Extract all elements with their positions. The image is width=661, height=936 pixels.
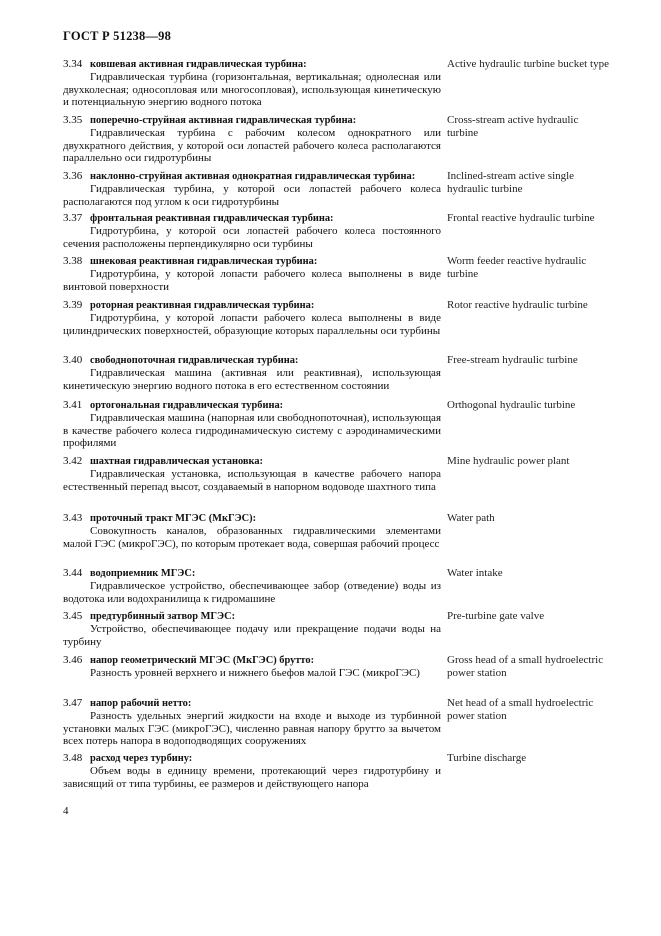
term-english-equivalent: Water intake: [447, 567, 503, 579]
term-number: 3.41: [63, 399, 83, 411]
term-heading: [63, 170, 441, 183]
term-definition: Гидравлическая установка, использующая в качестве рабочего напора естественный перепад высот, создаваемый в напорном водоводе шахтного типа: [63, 468, 441, 493]
term-name: шнековая реактивная гидравлическая турбина:: [90, 256, 318, 267]
page-number: 4: [63, 805, 69, 817]
term-heading: [63, 697, 441, 710]
term-name: проточный тракт МГЭС (МкГЭС):: [90, 513, 257, 524]
term-number: 3.47: [63, 697, 83, 709]
term-number: 3.45: [63, 610, 83, 622]
term-name: расход через турбину:: [90, 753, 193, 764]
term-number: 3.35: [63, 114, 83, 126]
standard-header: ГОСТ Р 51238—98: [63, 29, 172, 43]
term-english-equivalent: Pre-turbine gate valve: [447, 610, 545, 622]
term-heading: [63, 567, 441, 580]
term-english-equivalent: Worm feeder reactive hydraulic turbine: [447, 255, 587, 280]
term-russian: [63, 114, 441, 165]
term-russian: [63, 354, 441, 392]
term-number: 3.44: [63, 567, 83, 579]
term-number: 3.43: [63, 512, 83, 524]
term-definition: Совокупность каналов, образованных гидравлическими элементами малой ГЭС (микроГЭС), по которым протекает вода, совершая рабочий процесс: [63, 525, 441, 550]
term-russian: [63, 212, 441, 250]
term-heading: [63, 752, 441, 765]
term-heading: [63, 255, 441, 268]
term-russian: [63, 697, 441, 748]
term-definition: Гидравлическое устройство, обеспечивающее забор (отведение) воды из водотока или водохранилища к гидромашине: [63, 580, 441, 605]
term-english-equivalent: Frontal reactive hydraulic turbine: [447, 212, 595, 224]
term-name: ортогональная гидравлическая турбина:: [90, 400, 284, 411]
term-heading: [63, 512, 441, 525]
term-number: 3.36: [63, 170, 83, 182]
term-english-equivalent: Turbine discharge: [447, 752, 527, 764]
term-definition: Гидравлическая турбина (горизонтальная, вертикальная; однолесная или двухколесная; односопловая или многосопловая), использующая кинетическую и потенциальную энергию водного потока: [63, 71, 441, 109]
term-english-equivalent: Rotor reactive hydraulic turbine: [447, 299, 588, 311]
term-name: напор рабочий нетто:: [90, 698, 192, 709]
term-english-equivalent: Cross-stream active hydraulic turbine: [447, 114, 579, 139]
term-russian: [63, 255, 441, 293]
term-number: 3.38: [63, 255, 83, 267]
term-number: 3.42: [63, 455, 83, 467]
term-heading: [63, 455, 441, 468]
term-definition: Гидротурбина, у которой лопасти рабочего колеса выполнены в виде винтовой поверхности: [63, 268, 441, 293]
term-name: свободнопоточная гидравлическая турбина:: [90, 355, 299, 366]
term-definition: Устройство, обеспечивающее подачу или прекращение подачи воды на турбину: [63, 623, 441, 648]
term-number: 3.40: [63, 354, 83, 366]
term-english-equivalent: Active hydraulic turbine bucket type: [447, 58, 609, 70]
term-name: напор геометрический МГЭС (МкГЭС) брутто:: [90, 655, 315, 666]
term-definition: Гидротурбина, у которой оси лопастей рабочего колеса постоянного сечения расположены перпендикулярно оси турбины: [63, 225, 441, 250]
term-russian: [63, 752, 441, 790]
term-english-equivalent: Orthogonal hydraulic turbine: [447, 399, 576, 411]
term-name: поперечно-струйная активная гидравлическая турбина:: [90, 115, 357, 126]
term-english-equivalent: Inclined-stream active single hydraulic turbine: [447, 170, 575, 195]
term-heading: [63, 354, 441, 367]
term-heading: [63, 610, 441, 623]
term-definition: Гидравлическая турбина, у которой оси лопастей рабочего колеса располагаются под углом к оси гидротурбины: [63, 183, 441, 208]
term-number: 3.37: [63, 212, 83, 224]
term-definition: Гидротурбина, у которой лопасти рабочего колеса выполнены в виде цилиндрических поверхностей, образующие которых параллельны оси турбины: [63, 312, 441, 337]
term-definition: Гидравлическая машина (активная или реактивная), использующая кинетическую энергию водного потока в его естественном состоянии: [63, 367, 441, 392]
term-russian: [63, 455, 441, 493]
term-russian: [63, 610, 441, 648]
term-english-equivalent: Mine hydraulic power plant: [447, 455, 570, 467]
term-heading: [63, 654, 441, 667]
term-definition: Разность уровней верхнего и нижнего бьефов малой ГЭС (микроГЭС): [90, 667, 420, 679]
term-english-equivalent: Gross head of a small hydroelectric power station: [447, 654, 604, 679]
term-number: 3.46: [63, 654, 83, 666]
term-name: роторная реактивная гидравлическая турбина:: [90, 300, 315, 311]
term-name: наклонно-струйная активная однократная гидравлическая турбина:: [90, 171, 416, 182]
term-heading: [63, 212, 441, 225]
term-heading: [63, 399, 441, 412]
term-number: 3.48: [63, 752, 83, 764]
term-russian: [63, 299, 441, 337]
term-russian: [63, 654, 441, 680]
term-english-equivalent: Water path: [447, 512, 495, 524]
term-name: предтурбинный затвор МГЭС:: [90, 611, 236, 622]
term-russian: [63, 58, 441, 109]
term-heading: [63, 114, 441, 127]
term-heading: [63, 58, 441, 71]
term-english-equivalent: Free-stream hydraulic turbine: [447, 354, 578, 366]
term-definition: Гидравлическая машина (напорная или свободнопоточная), использующая в качестве рабочего колеса гидродинамическую систему с аэродинамическими профилями: [63, 412, 441, 450]
term-russian: [63, 399, 441, 450]
term-english-equivalent: Net head of a small hydroelectric power station: [447, 697, 594, 722]
term-number: 3.34: [63, 58, 83, 70]
term-definition: Объем воды в единицу времени, протекающий через гидротурбину и зависящий от типа турбины, ее размеров и действующего напора: [63, 765, 441, 790]
term-name: водоприемник МГЭС:: [90, 568, 196, 579]
term-russian: [63, 170, 441, 208]
term-definition: Гидравлическая турбина с рабочим колесом однократного или двухкратного действия, у которой оси лопастей рабочего колеса располагаются параллельно оси гидротурбины: [63, 127, 441, 165]
term-name: шахтная гидравлическая установка:: [90, 456, 264, 467]
term-name: фронтальная реактивная гидравлическая турбина:: [90, 213, 334, 224]
term-russian: [63, 567, 441, 605]
term-name: ковшевая активная гидравлическая турбина:: [90, 59, 307, 70]
term-russian: [63, 512, 441, 550]
term-definition: Разность удельных энергий жидкости на входе и выходе из турбинной установки малых ГЭС (микроГЭС), численно равная напору брутто за вычетом всех потерь напора в водоподводящих сооружениях: [63, 710, 441, 748]
term-number: 3.39: [63, 299, 83, 311]
term-heading: [63, 299, 441, 312]
